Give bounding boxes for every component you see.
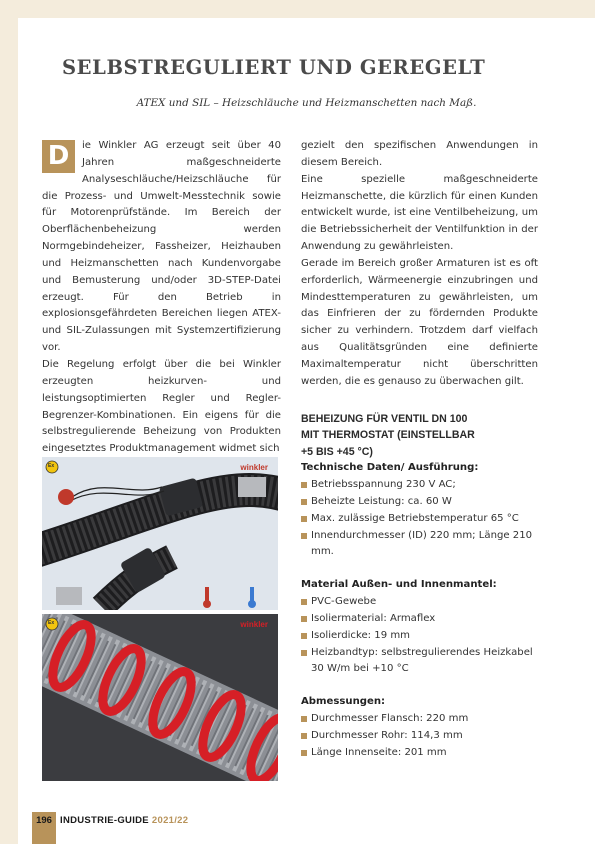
braided-pipe-photo [42,614,278,781]
product-heading [301,411,538,461]
valve-paragraph: Eine spezielle maßgeschneiderte Heizmanschette, die kürzlich für einen Kunden entwickelt wurde, ist eine Ventilbeheizung, um die Betriebssicherheit der Ventilfunktion in der Anwendung zu gewährleisten. [301,173,538,253]
spacer [301,391,538,407]
footer-publication [60,815,188,826]
spacer [301,561,538,577]
heated-hose-photo [42,457,278,610]
dimensions-list [301,711,538,762]
atex-ex-mark: Ex [48,463,55,469]
product-heading-line-2: MIT THERMOSTAT (EINSTELLBAR [301,429,475,442]
list-item: Länge Innenseite: 201 mm [301,745,538,762]
drop-cap: D [42,140,75,173]
left-column [42,138,281,458]
list-item: Max. zulässige Betriebstemperatur 65 °C [301,511,538,528]
tech-data-list [301,477,538,561]
material-heading: Material Außen- und Innenmantel: [301,579,497,591]
control-paragraph: Die Regelung erfolgt über die bei Winkler erzeugten heizkurven- und leistungsoptimierten Regler und Regler-Begrenzer-Kombinationen. Ein eigens für die selbstregulierende Beheizung von Produkten eingesetztes Produktmanagement widmet sich [42,358,281,455]
heated-hose-illustration [42,457,278,610]
page-title: SELBSTREGULIERT UND GEREGELT [62,56,486,79]
application-paragraph: gezielt den spezifischen Anwendungen in diesem Bereich. [301,140,538,168]
list-item: Heizbandtyp: selbstregulierendes Heizkabel 30 W/m bei +10 °C [301,645,538,679]
page-subtitle: ATEX und SIL – Heizschläuche und Heizmanschetten nach Maß. [136,97,477,109]
footer-year: 2021/22 [151,815,189,826]
list-item: Durchmesser Rohr: 114,3 mm [301,728,538,745]
intro-paragraph: ie Winkler AG erzeugt seit über 40 Jahren maßgeschneiderte Analyseschläuche/Heizschläuche für die Prozess- und Umwelt-Messtechnik sowie für Motorenprüfstände. Im Bereich der Oberflächenbeheizung werden Normgebindeheizer, Fassheizer, Heizhauben und Heizmanschetten nach Kundenvorgabe und Bemusterung und/oder 3D-STEP-Datei erzeugt. Für den Betrieb in explosionsgefährdeten Bereichen liegen ATEX- und SIL-Zulassungen mit Systemzertifizierung vor. [42,140,281,354]
list-item: Betriebsspannung 230 V AC; [301,477,538,494]
list-item: Durchmesser Flansch: 220 mm [301,711,538,728]
list-item: Isoliermaterial: Armaflex [301,611,538,628]
list-item: PVC-Gewebe [301,594,538,611]
footer-label: INDUSTRIE-GUIDE [60,815,149,826]
braided-pipe-illustration [42,614,278,781]
product-heading-line-1: BEHEIZUNG FÜR VENTIL DN 100 [301,412,468,425]
list-item: Isolierdicke: 19 mm [301,628,538,645]
list-item: Beheizte Leistung: ca. 60 W [301,494,538,511]
winkler-logo: winkler [240,463,268,472]
material-list [301,594,538,678]
page-number: 196 [36,815,52,826]
product-heading-line-3: +5 BIS +45 °C) [301,445,373,458]
right-column [301,138,538,762]
list-item: Innendurchmesser (ID) 220 mm; Länge 210 mm. [301,528,538,562]
winkler-logo: winkler [240,620,268,629]
atex-ex-mark: Ex [48,620,55,626]
fittings-paragraph: Gerade im Bereich großer Armaturen ist es oft erforderlich, Wärmeenergie einzubringen und Mindesttemperaturen zu gewährleisten, um das Einfrieren der zu fördernden Produkte sicher zu verhindern. Trotzdem darf vielfach aus Qualitätsgründen eine definierte Maximaltemperatur nicht überschritten werden, die es genauso zu überwachen gilt. [301,257,538,387]
tech-data-heading: Technische Daten/ Ausführung: [301,462,479,474]
spacer [301,678,538,694]
dimensions-heading: Abmessungen: [301,696,386,708]
